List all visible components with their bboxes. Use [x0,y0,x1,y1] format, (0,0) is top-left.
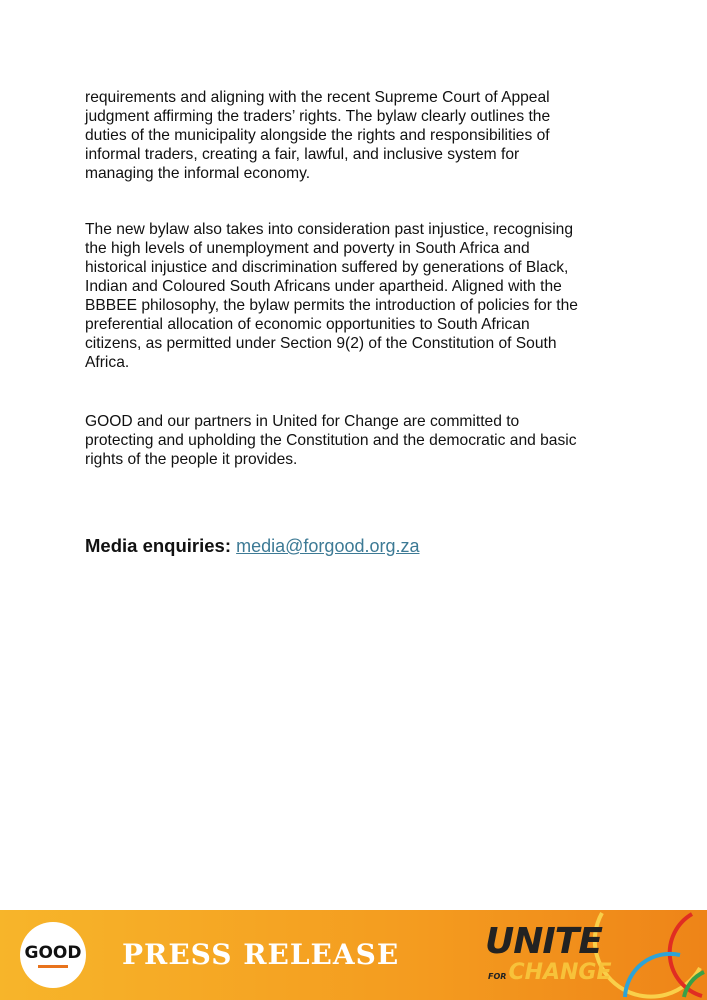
paragraph-1 [85,88,645,183]
good-logo-text: GOOD [24,942,82,963]
line: The new bylaw also takes into consideration past injustice, recognising [85,221,574,238]
line: protecting and upholding the Constitution and the democratic and basic [85,432,577,449]
media-enquiries [85,535,420,557]
press-release-banner [0,910,707,1000]
banner-title: PRESS RELEASE [122,938,400,971]
line: informal traders, creating a fair, lawful, and inclusive system for [85,146,520,163]
logo-underline [38,965,68,968]
line: rights of the people it provides. [85,451,298,468]
line: GOOD and our partners in United for Change are committed to [85,413,520,430]
line: the high levels of unemployment and poverty in South Africa and [85,240,530,257]
line: Africa. [85,354,130,371]
line: Indian and Coloured South Africans under apartheid. Aligned with the [85,278,562,295]
good-logo [20,922,86,988]
line: duties of the municipality alongside the rights and responsibilities of [85,127,550,144]
change-text: CHANGE [508,960,612,985]
media-label: Media enquiries: [85,535,231,556]
unite-logo: UNITE [485,921,602,962]
line: BBBEE philosophy, the bylaw permits the introduction of policies for the [85,297,578,314]
paragraph-3 [85,412,645,469]
for-text: FOR [488,972,507,981]
line: managing the informal economy. [85,165,311,182]
line: preferential allocation of economic opportunities to South African [85,316,530,333]
for-change-logo [488,960,612,990]
media-email-link[interactable]: media@forgood.org.za [236,536,420,556]
paragraph-2 [85,220,645,372]
line: citizens, as permitted under Section 9(2) of the Constitution of South [85,335,557,352]
line: requirements and aligning with the recent Supreme Court of Appeal [85,89,550,106]
line: judgment affirming the traders’ rights. The bylaw clearly outlines the [85,108,551,125]
line: historical injustice and discrimination suffered by generations of Black, [85,259,569,276]
